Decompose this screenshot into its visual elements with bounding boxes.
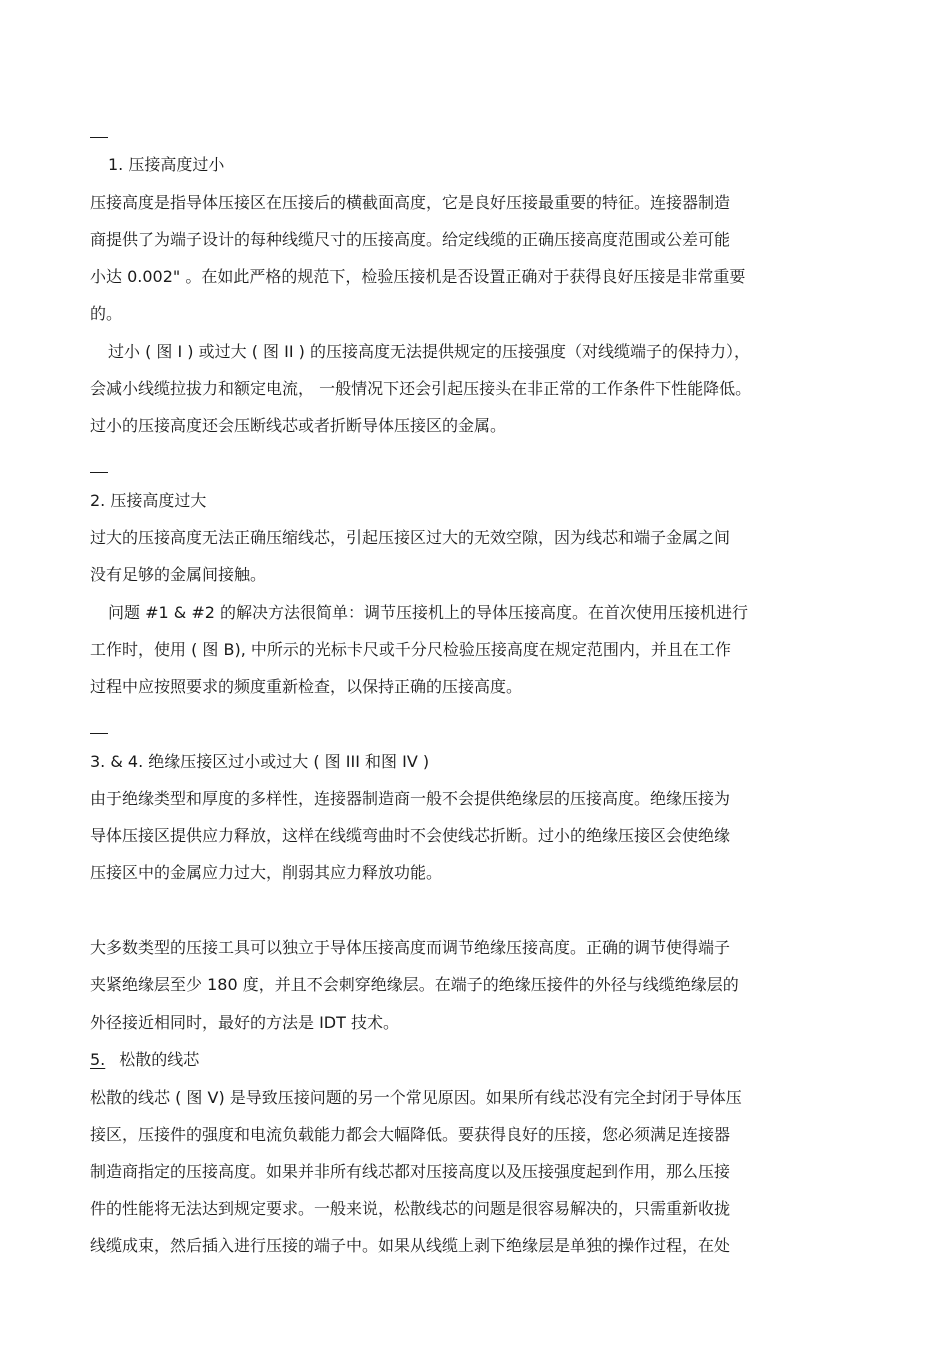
section-1-para-1-line-4: 的。 — [90, 304, 123, 323]
section-3-heading: 3. & 4. 绝缘压接区过小或过大 ( 图 III 和图 IV ) — [90, 752, 430, 771]
section-5-para-1-line-4: 件的性能将无法达到规定要求。一般来说，松散线芯的问题是很容易解决的，只需重新收拢 — [90, 1199, 731, 1218]
section-2-rule — [90, 472, 108, 473]
section-2-para-1-line-2: 没有足够的金属间接触。 — [90, 565, 267, 584]
section-3-rule — [90, 733, 108, 734]
section-2-para-2-line-3: 过程中应按照要求的频度重新检查，以保持正确的压接高度。 — [90, 677, 523, 696]
section-2-para-2-line-1: 问题 #1 & #2 的解决方法很简单：调节压接机上的导体压接高度。在首次使用压接机进行 — [108, 603, 748, 622]
section-3-para-1-line-3: 压接区中的金属应力过大，削弱其应力释放功能。 — [90, 863, 443, 882]
section-5-heading-number: 5. — [90, 1050, 106, 1069]
section-3-para-1-line-2: 导体压接区提供应力释放，这样在线缆弯曲时不会使线芯折断。过小的绝缘压接区会使绝缘 — [90, 826, 731, 845]
section-5-para-1-line-3: 制造商指定的压接高度。如果并非所有线芯都对压接高度以及压接强度起到作用，那么压接 — [90, 1162, 731, 1181]
section-5-para-1-line-5: 线缆成束，然后插入进行压接的端子中。如果从线缆上剥下绝缘层是单独的操作过程，在处 — [90, 1236, 731, 1255]
section-1-para-1-line-3: 小达 0.002" 。在如此严格的规范下，检验压接机是否设置正确对于获得良好压接是非常重要 — [90, 267, 746, 286]
section-5-para-1-line-2: 接区，压接件的强度和电流负载能力都会大幅降低。要获得良好的压接，您必须满足连接器 — [90, 1125, 731, 1144]
section-3-para-2-line-3: 外径接近相同时，最好的方法是 IDT 技术。 — [90, 1013, 399, 1032]
section-1-para-2-line-3: 过小的压接高度还会压断线芯或者折断导体压接区的金属。 — [90, 416, 507, 435]
section-1-para-2-line-2: 会减小线缆拉拔力和额定电流， 一般情况下还会引起压接头在非正常的工作条件下性能降低。 — [90, 379, 752, 398]
section-3-para-2-line-1: 大多数类型的压接工具可以独立于导体压接高度而调节绝缘压接高度。正确的调节使得端子 — [90, 938, 731, 957]
section-1-para-1-line-2: 商提供了为端子设计的每种线缆尺寸的压接高度。给定线缆的正确压接高度范围或公差可能 — [90, 230, 731, 249]
section-1-heading: 1. 压接高度过小 — [108, 155, 225, 174]
section-1-para-1-line-1: 压接高度是指导体压接区在压接后的横截面高度，它是良好压接最重要的特征。连接器制造 — [90, 193, 731, 212]
section-5-heading — [90, 1050, 199, 1070]
section-1-para-2-line-1: 过小 ( 图 I ) 或过大 ( 图 II ) 的压接高度无法提供规定的压接强度（对线缆端子的保持力）， — [108, 342, 750, 361]
section-5-heading-text: 松散的线芯 — [119, 1050, 200, 1069]
section-3-para-1-line-1: 由于绝缘类型和厚度的多样性，连接器制造商一般不会提供绝缘层的压接高度。绝缘压接为 — [90, 789, 731, 808]
section-2-para-1-line-1: 过大的压接高度无法正确压缩线芯，引起压接区过大的无效空隙，因为线芯和端子金属之间 — [90, 528, 731, 547]
section-2-para-2-line-2: 工作时，使用 ( 图 B), 中所示的光标卡尺或千分尺检验压接高度在规定范围内，并且在工作 — [90, 640, 731, 659]
section-1-rule — [90, 137, 108, 138]
section-5-para-1-line-1: 松散的线芯 ( 图 V) 是导致压接问题的另一个常见原因。如果所有线芯没有完全封闭于导体压 — [90, 1088, 742, 1107]
section-3-para-2-line-2: 夹紧绝缘层至少 180 度，并且不会刺穿绝缘层。在端子的绝缘压接件的外径与线缆绝缘层的 — [90, 975, 739, 994]
section-2-heading: 2. 压接高度过大 — [90, 491, 207, 510]
